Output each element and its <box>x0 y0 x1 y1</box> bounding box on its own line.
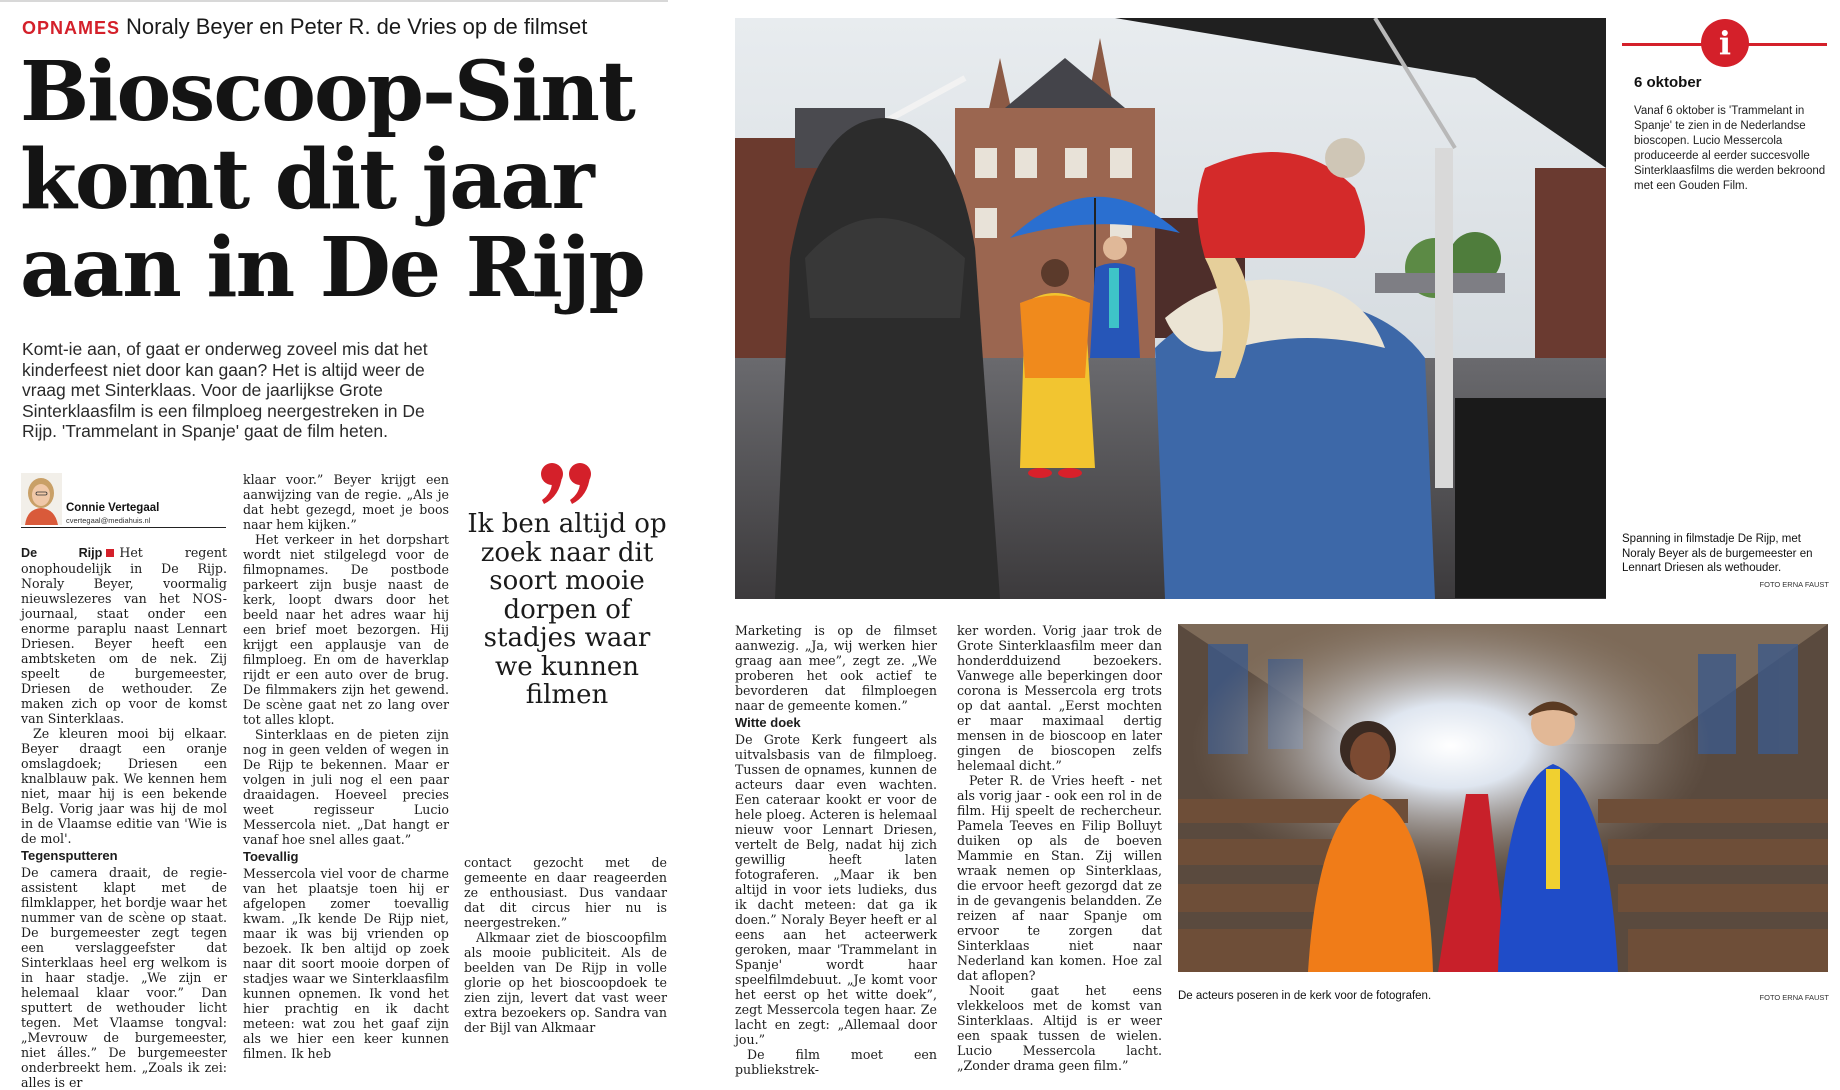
author-name: Connie Vertegaal <box>66 502 160 514</box>
paragraph: Peter R. de Vries heeft - net als vorig jaar - ook een rol in de film. Hij speelt de rechercheur. Pamela Teeves en Filip Bolluyt duiken op als de boeven Mammie en Stan. Zij willen wraak nemen op Sinterklaas, die ervoor heeft gezorgd dat ze in de gevangenis belandden. Ze reizen af naar Spanje om ervoor te zorgen dat Sinterklaas niet naar Nederland kan komen. Hoe zal dat aflopen? <box>957 773 1162 983</box>
info-text: Vanaf 6 oktober is 'Trammelant in Spanje' te zien in de Nederlandse bioscopen. Lucio Messercola produceerde al eerder succesvolle Sinterklaasfilms die werden bekroond met een Gouden Film. <box>1634 105 1826 192</box>
kicker-tag: OPNAMES <box>22 18 121 38</box>
article-column-2 <box>243 472 449 1061</box>
photo-credit: FOTO ERNA FAUST <box>1759 580 1829 589</box>
dateline: De Rijp <box>21 546 103 560</box>
subheading: Toevallig <box>243 849 299 864</box>
paragraph: Ze kleuren mooi bij elkaar. Beyer draagt een oranje omslagdoek; Driesen een knalblauw pak. We kennen hem niet, maar hij is een bekende Belg. Vorig jaar was hij de mol in de Vlaamse editie van 'Wie is de mol'. <box>21 726 227 846</box>
paragraph: Nooit gaat het eens vlekkeloos met de komst van Sinterklaas. Altijd is er weer een spaak tussen de wielen. Lucio Messercola lacht. „Zonder drama geen film.” <box>957 983 1162 1073</box>
kicker <box>22 14 662 40</box>
paragraph: contact gezocht met de gemeente en daar reageerden ze enthousiast. Dus vandaar dat dit circus hier nu is neergestreken.” <box>464 855 667 930</box>
paragraph: De Grote Kerk fungeert als uitvalsbasis van de filmploeg. Tussen de opnames, kunnen de acteurs daar even wachten. Een cateraar kookt er voor de hele ploeg. Acteren is helemaal nieuw voor Lennart Driesen, vertelt de Belg, nadat hij zich gewillig heeft laten fotograferen. „Maar ik ben altijd in voor iets ludieks, dus ik dacht meteen: dat ga ik doen.” Noraly Beyer heeft er al eens aan het acteerwerk geroken, maar 'Trammelant in Spanje' wordt haar speelfilmdebuut. „Je komt voor het eerst op het witte doek”, zegt Messercola tegen haar. Ze lacht en zegt: „Allemaal door jou.” <box>735 732 937 1047</box>
info-icon-glyph: i <box>1718 24 1732 62</box>
headline-line-3: aan in De Rijp <box>20 220 644 316</box>
paragraph: Sinterklaas en de pieten zijn nog in geen velden of wegen in De Rijp te bekennen. Maar er volgen in juli nog el een paar draaidagen. Hoeveel precies weet regisseur Lucio Messercola niet. „Dat hangt er vanaf hoe snel alles gaat.” <box>243 727 449 847</box>
intro: Komt-ie aan, of gaat er onderweg zoveel mis dat het kinderfeest niet door kan gaan? Het is altijd weer de vraag met Sinterklaas. Voor de jaarlijkse Grote Sinterklaasfilm is een filmploeg neergestreken in De Rijp. 'Trammelant in Spanje' gaat de film heten. <box>22 339 428 441</box>
author-avatar <box>21 473 62 525</box>
subheading: Tegensputteren <box>21 848 118 863</box>
paragraph: Het verkeer in het dorpshart wordt niet stilgelegd voor de filmopnames. De postbode parkeert zijn busje naast de kerk, loopt dwars door het beeld naar het adres waar hij een brief moet bezorgen. Hij krijgt een applausje van de filmploeg. En om de haverklap rijdt er een auto over de brug. De filmmakers zijn het gewend. De scène gaat net zo lang over tot alles klopt. <box>243 532 449 727</box>
dateline-marker <box>106 549 114 557</box>
photo-credit: FOTO ERNA FAUST <box>1759 993 1829 1002</box>
paragraph: De camera draait, de regie-assistent klapt met de filmklapper, het bordje waar het nummer van de scène op staat. De burgemeester zegt tegen een verslaggeefster dat Sinterklaas heel erg welkom is in haar stadje. „We zijn er helemaal klaar voor.” Dan sputtert de wethouder licht tegen. Met Vlaamse tongval: „Mevrouw de burgemeester, niet álles.” De burgemeester onderbreekt hem. „Zoals ik zei: alles is er <box>21 865 227 1090</box>
church-photo <box>1178 624 1828 972</box>
paragraph: Alkmaar ziet de bioscoopfilm als mooie publiciteit. Als de beelden van De Rijp in volle glorie op het bioscoopdoek te zien zijn, levert dat vast weer extra bezoekers op. Sandra van der Bijl van Alkmaar <box>464 930 667 1035</box>
article-column-4 <box>735 623 937 1077</box>
info-title: 6 oktober <box>1634 74 1702 91</box>
article-column-3 <box>464 855 667 1035</box>
article-column-5 <box>957 623 1162 1073</box>
paragraph: Messercola viel voor de charme van het plaatsje toen hij er afgelopen zomer toevallig kwam. „Ik kende De Rijp niet, maar ik was bij vrienden op bezoek. Ik ben altijd op zoek naar dit soort mooie dorpen of stadjes waar we Sinterklaasfilm kunnen opnemen. Ik vond het hier prachtig en ik dacht meteen: wat zou het gaaf zijn als we hier een keer kunnen filmen. Ik heb <box>243 866 449 1061</box>
author-email: cvertegaal@mediahuis.nl <box>66 516 151 525</box>
paragraph: ker worden. Vorig jaar trok de Grote Sinterklaasfilm meer dan honderdduizend bezoekers. Vanwege alle beperkingen door corona is Messercola erg trots op dat aantal. „Eerst mochten er maar maximaal dertig mensen in de bioscoop en later gingen de bioscopen zelfs helemaal dicht.” <box>957 623 1162 773</box>
headline-line-1: Bioscoop-Sint <box>20 44 634 140</box>
article-column-1 <box>21 545 227 1090</box>
subheading: Witte doek <box>735 715 801 730</box>
paragraph: De film moet een publiekstrek- <box>735 1047 937 1077</box>
quote-mark-icon <box>538 460 598 508</box>
headline-line-2: komt dit jaar <box>20 132 593 228</box>
paragraph: Marketing is op de filmset aanwezig. „Ja, wij werken hier graag aan mee”, zegt ze. „We proberen het ook actief te bevorderen dat filmploegen naar de gemeente komen.” <box>735 623 937 713</box>
pull-quote: Ik ben altijd op zoek naar dit soort mooie dorpen of stadjes waar we kunnen filmen <box>467 509 667 710</box>
top-rule <box>0 0 668 2</box>
headline <box>20 44 660 316</box>
photo-caption: Spanning in filmstadje De Rijp, met Noraly Beyer als de burgemeester en Lennart Driesen als wethouder. <box>1622 533 1813 574</box>
kicker-text: Noraly Beyer en Peter R. de Vries op de filmset <box>126 14 588 39</box>
paragraph: klaar voor.” Beyer krijgt een aanwijzing van de regie. „Als je dat hebt gezegd, moet je boos naar hem kijken.” <box>243 472 449 532</box>
info-icon <box>1700 18 1750 68</box>
paragraph: Het regent onophoudelijk in De Rijp. Noraly Beyer, voormalig nieuwslezeres van het NOS-journaal, staat onder een enorme paraplu naast Lennart Driesen. Beyer heeft een ambtsketen om de nek. Zij speelt de burgemeester, Driesen de wethouder. Ze maken zich op voor de komst van Sinterklaas. <box>21 545 227 726</box>
author-rule <box>21 527 226 528</box>
photo-caption: De acteurs poseren in de kerk voor de fotografen. <box>1178 990 1432 1002</box>
main-photo <box>735 18 1606 599</box>
